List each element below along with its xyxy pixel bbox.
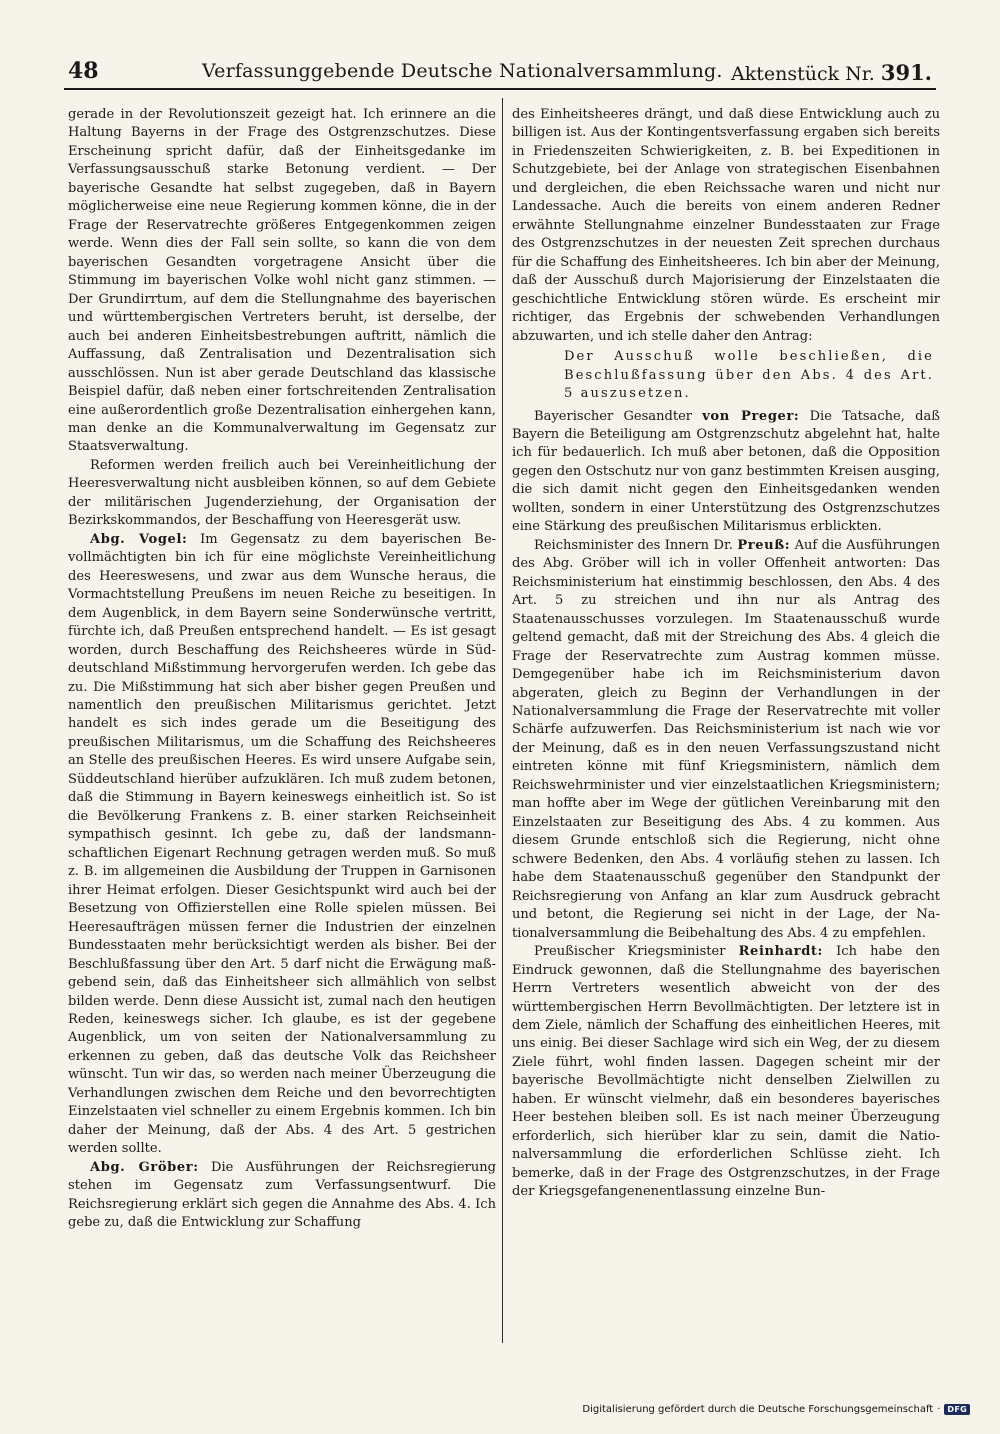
page-number: 48 bbox=[68, 58, 99, 84]
running-title: Verfassunggebende Deutsche Nationalversammlung. bbox=[202, 60, 723, 82]
speech-paragraph bbox=[512, 408, 940, 537]
speaker-name: Abg. Vogel: bbox=[90, 531, 188, 547]
speech-paragraph bbox=[512, 537, 940, 943]
speech-text: Auf die Ausführungen des Abg. Gröber will ich in voller Offenheit antworten: Das Reichsministerium hat einstimmig beschlossen, den Abs. 4 des Art. 5 zu streichen und ihn nur als Antrag des Staatenausschusses vorzulegen. Im Staatenausschuß wurde geltend gemacht, daß mit der Streichung des Abs. 4 gleich die Frage der Reservatrechte zum Austrag kommen müsse. Demgegenüber habe ich im Reichsministerium davon abgeraten, gleich zu Beginn der Verhandlungen in der Nationalversammlung die Frage der Reservatrechte mit voller Schärfe aufzuwerfen. Das Reichsministerium ist nach wie vor der Meinung, daß es in den neuen Verfassungszustand nicht eintreten könne mit fünf Kriegsministern, nämlich dem Reichswehrminister und vier einzelstaatlichen Kriegsministern; man hoffte aber im Wege der gütlichen Vereinbarung mit den Einzelstaaten zur Beseitigung des Abs. 4 zu kommen. Aus diesem Grunde entschloß sich die Regierung, nicht ohne schwere Bedenken, den Abs. 4 vorläufig stehen zu lassen. Ich habe dem Staatenausschuß gegenüber den Standpunkt der Reichsregierung von Anfang an klar zum Ausdruck gebracht und betont, die Regierung sei nicht in der Lage, der Nationalversammlung die Beibehaltung des Abs. 4 zu empfehlen. bbox=[512, 537, 940, 941]
document-reference-prefix: Aktenstück Nr. bbox=[730, 63, 875, 85]
speech-text: Die Tatsache, daß Bayern die Beteiligung am Ostgrenzschutz abgelehnt hat, halte ich für bedauerlich. Ich muß aber betonen, daß die Opposition gegen den Ostschutz nur von ganz bestimmten Kreisen ausging, die sich damit nicht gegen den Einheitsgedanken wenden wollten, sondern in einer Unterstützung des Ostgrenzschutzes eine Stärkung des preußischen Militarismus erblickten. bbox=[512, 408, 940, 535]
body-paragraph: des Einheitsheeres drängt, und daß diese Entwicklung auch zu billigen ist. Aus der Kontingentsverfassung ergaben sich bereits in Friedenszeiten Schwierigkeiten, z. B. bei Expeditionen in Schutzgebiete, bei der Anlage von strategischen Eisenbahnen und dergleichen, die eben Reichssache waren und nicht nur Landessache. Auch die bereits von einem anderen Redner erwähnte Stellungnahme einzelner Bundesstaaten zur Frage des Ostgrenzschutzes in der neuesten Zeit sprechen durchaus für die Schaffung des Einheitsheeres. Ich bin aber der Meinung, daß der Ausschuß durch Majorisierung der Einzelstaaten die geschichtliche Entwicklung stören würde. Es erscheint mir richtiger, das Ergebnis der schwebenden Verhandlungen abzuwarten, und ich stelle daher den Antrag: bbox=[512, 107, 940, 344]
footer-separator: · bbox=[937, 1403, 941, 1415]
footer bbox=[582, 1401, 970, 1417]
speaker-title: Reichsminister des Innern Dr. bbox=[534, 537, 738, 553]
right-column bbox=[512, 106, 940, 1202]
body-paragraph: Reformen werden freilich auch bei Vereinheitlichung der Heeresverwaltung nicht ausbleiben können, so auf dem Gebiete der militärischen Jugenderziehung, der Organisation der Bezirkskommandos, der Beschaffung von Heeresgerät usw. bbox=[68, 457, 496, 529]
dfg-logo: DFG bbox=[944, 1404, 970, 1415]
body-paragraph: gerade in der Revolutionszeit gezeigt hat. Ich erinnere an die Haltung Bayerns in der Frage des Ostgrenzschutzes. Diese Erscheinung spricht dafür, daß der Einheitsgedanke im Verfassungsausschuß starke Betonung verdient. — Der bayerische Gesandte hat selbst zugegeben, daß in Bayern möglicherweise eine neue Regierung kommen könne, die in der Frage der Reservatrechte größeres Entgegenkommen zeigen werde. Wenn dies der Fall sein sollte, so kann die von dem bayerischen Gesandten vorgetragene Ansicht über die Stimmung im bayerischen Volke wohl nicht ganz stimmen. — Der Grundirrtum, auf dem die Stellungnahme des bayerischen und württembergischen Vertreters beruht, ist derselbe, der auch bei anderen Einheitsbestrebungen auftritt, nämlich die Auffassung, daß Zentralisation und Dezentralisation sich ausschlössen. Nun ist aber gerade Deutschland das klassische Beispiel dafür, daß neben einer fortschreitenden Zentralisation eine außerordentlich große Dezentralisation einhergehen kann, man denke an die Kommunalverwaltung im Gegensatz zur Staatsverwaltung. bbox=[68, 107, 496, 455]
speaker-name: von Preger: bbox=[702, 408, 800, 424]
footer-credit: Digitalisierung gefördert durch die Deutsche Forschungsgemeinschaft bbox=[582, 1403, 934, 1415]
speaker-name: Abg. Gröber: bbox=[90, 1159, 199, 1175]
speaker-title: Preußischer Kriegsminister bbox=[534, 944, 739, 960]
speech-text: Die Ausführungen der Reichsregierung stehen im Gegensatz zum Verfassungsentwurf. Die Reichsregierung erklärt sich gegen die Annahme des Abs. 4. Ich gebe zu, daß die Entwicklung zur Schaffung bbox=[68, 1159, 496, 1231]
column-divider bbox=[502, 98, 503, 1343]
document-reference bbox=[731, 60, 932, 85]
speaker-title: Bayerischer Gesandter bbox=[534, 408, 703, 424]
speaker-name: Preuß: bbox=[737, 537, 791, 553]
speech-text: Ich habe den Eindruck gewonnen, daß die Stellungnahme des bayerischen Herrn Vertreters wesentlich abweicht von der des württembergischen Herrn Bevollmächtigten. Der letztere ist in dem Ziele, nämlich der Schaffung des einheitlichen Heeres, mit uns einig. Bei dieser Sachlage wird sich ein Weg, der zu diesem Ziele führt, wohl finden lassen. Dagegen scheint mir der bayerische Bevollmächtigte nicht denselben Zielwillen zu haben. Er wünscht vielmehr, daß ein besonderes bayerisches Heer bestehen bleiben soll. Es ist nach meiner Überzeugung erforderlich, sich hierüber klar zu sein, damit die Nationalversammlung die erforderlichen Schlüsse zieht. Ich bemerke, daß in der Frage des Ostgrenzschutzes, in der Frage der Kriegsgefangenenentlassung einzelne Bun- bbox=[512, 944, 940, 1200]
speech-paragraph bbox=[68, 531, 496, 1159]
speech-paragraph bbox=[68, 1159, 496, 1233]
motion-text: Der Ausschuß wolle beschließen, die Beschlußfassung über den Abs. 4 des Art. 5 auszusetzen. bbox=[564, 349, 934, 402]
speech-text: Im Gegensatz zu dem bayerischen Bevollmächtigten bin ich für eine möglichste Vereinheitlichung des Heereswesens, und zwar aus dem Wunsche heraus, die Vormachtstellung Preußens im neuen Reiche zu beseitigen. In dem Augenblick, in dem Bayern seine Sonderwünsche vertritt, fürchte ich, daß Preußen entsprechend handelt. — Es ist gesagt worden, durch Beschaffung des Reichsheeres würde in Süddeutschland Mißstimmung hervorgerufen werden. Ich gebe das zu. Die Mißstimmung hat sich aber bisher gegen Preußen und namentlich den preußischen Militarismus gerichtet. Jetzt handelt es sich indes gerade um die Beseitigung des preußischen Militarismus, um die Schaffung des Reichsheeres an Stelle des preußischen Heeres. Es wird unsere Aufgabe sein, Süddeutschland hierüber aufzuklären. Ich muß zudem betonen, daß die Stimmung in Bayern keineswegs einheitlich ist. So ist die Bevölkerung Frankens z. B. einer starken Reichseinheit sympathisch gesinnt. Ich gebe zu, daß der landsmannschaftlichen Eigenart Rechnung getragen werden muß. So muß z. B. im allgemeinen die Ausbildung der Truppen in Garnisonen ihrer Heimat erfolgen. Dieser Gesichtspunkt wird auch bei der Besetzung von Offizierstellen eine Rolle spielen müssen. Bei Heeresaufträgen müssen ferner die Industrien der einzelnen Bundesstaaten mehr berücksichtigt werden als bisher. Bei der Beschlußfassung über den Art. 5 darf nicht die Erwägung maßgebend sein, daß das Einheitsheer sich allmählich von selbst bilden werde. Denn diese Aussicht ist, zumal nach den heutigen Reden, keineswegs sicher. Ich glaube, es ist der gegebene Augenblick, um von seiten der Nationalversammlung zu erkennen zu geben, daß das deutsche Volk das Reichsheer wünscht. Tun wir das, so werden nach meiner Überzeugung die Verhandlungen zwischen dem Reiche und den bevorrechtigten Einzelstaaten viel schneller zu einem Ergebnis kommen. Ich bin daher der Meinung, daß der Abs. 4 des Art. 5 gestrichen werden sollte. bbox=[68, 531, 496, 1157]
left-column bbox=[68, 106, 496, 1233]
speech-paragraph bbox=[512, 943, 940, 1202]
page-header bbox=[64, 58, 936, 90]
document-reference-number: 391. bbox=[880, 60, 932, 85]
speaker-name: Reinhardt: bbox=[738, 944, 823, 960]
